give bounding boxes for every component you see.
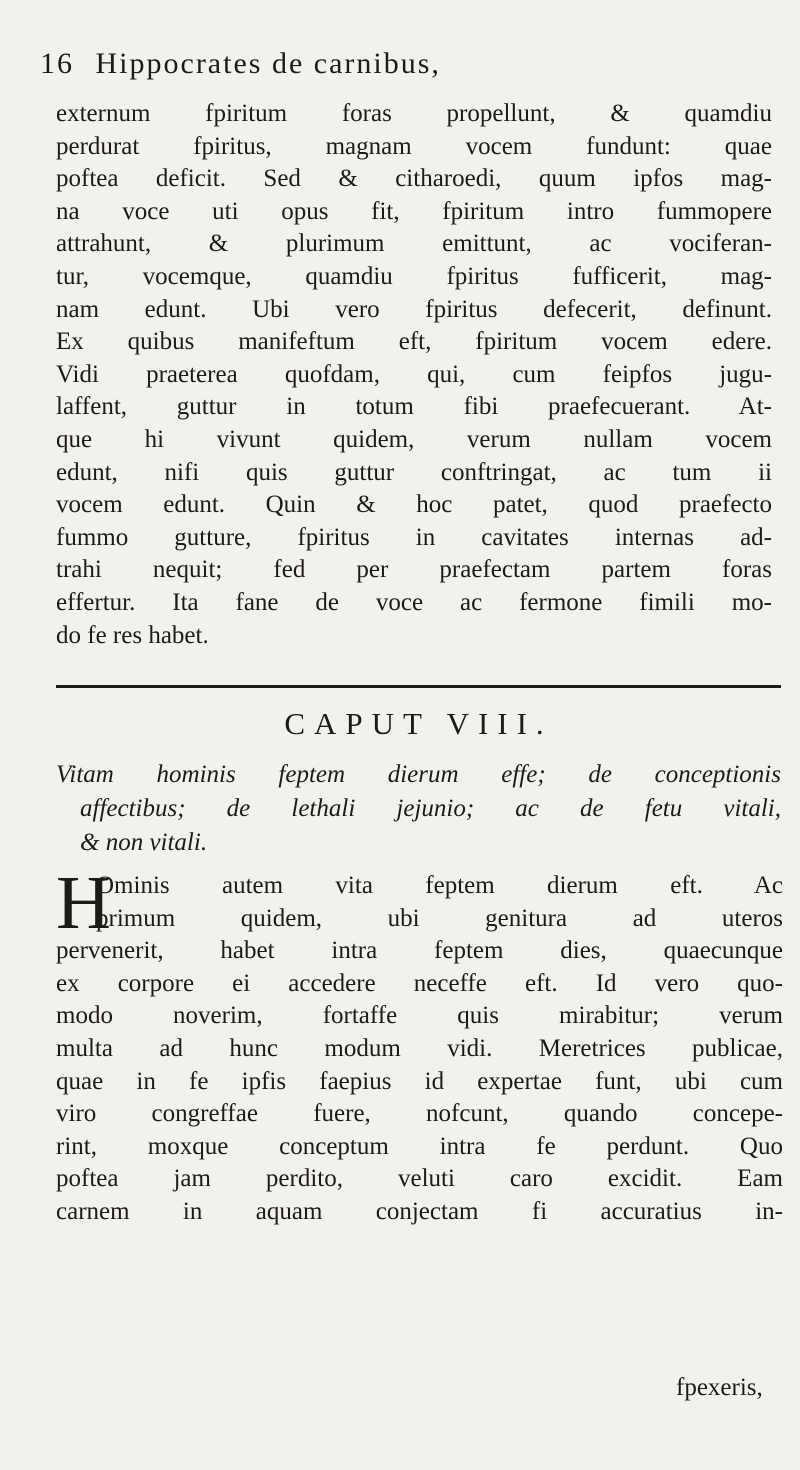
text-line: viro congreffae fuere, nofcunt, quando concepe- — [56, 1100, 783, 1128]
text-line: attrahunt, & plurimum emittunt, ac vociferan- — [56, 230, 772, 258]
chapter-summary — [56, 758, 781, 860]
text-line: na voce uti opus fit, fpiritum intro fummopere — [56, 197, 772, 225]
page-number: 16 — [40, 47, 74, 80]
summary-line: & non vitali. — [80, 829, 208, 856]
text-line: poftea deficit. Sed & citharoedi, quum ipfos mag- — [56, 165, 772, 193]
text-line: Ominis autem vita feptem dierum eft. Ac — [96, 872, 783, 899]
text-line: pervenerit, habet intra feptem dies, quaecunque — [56, 937, 783, 965]
catchword: fpexeris, — [676, 1374, 763, 1401]
chapter-heading: CAPUT VIII. — [284, 706, 553, 741]
text-line: que hi vivunt quidem, verum nullam vocem — [56, 425, 772, 453]
text-line: trahi nequit; fed per praefectam partem foras — [56, 556, 772, 584]
text-line: Vidi praeterea quofdam, qui, cum feipfos jugu- — [56, 360, 772, 388]
text-line: rint, moxque conceptum intra fe perdunt. Quo — [56, 1132, 783, 1160]
text-line: Ex quibus manifeftum eft, fpiritum vocem edere. — [56, 328, 772, 356]
text-line: perdurat fpiritus, magnam vocem fundunt: quae — [56, 132, 772, 160]
text-line: carnem in aquam conjectam fi accuratius in- — [56, 1197, 783, 1225]
text-line: fummo gutture, fpiritus in cavitates internas ad- — [56, 523, 772, 551]
text-line: tur, vocemque, quamdiu fpiritus fufficerit, mag- — [56, 262, 772, 290]
chapter-text — [56, 861, 783, 1229]
text-line: vocem edunt. Quin & hoc patet, quod praefecto — [56, 491, 772, 519]
body-text — [56, 98, 772, 652]
text-line: laffent, guttur in totum fibi praefecuerant. At- — [56, 393, 772, 421]
text-line: effertur. Ita fane de voce ac fermone fimili mo- — [56, 588, 772, 616]
text-line: ex corpore ei accedere neceffe eft. Id vero quo- — [56, 969, 783, 997]
running-title: Hippocrates de carnibus, — [95, 47, 441, 80]
text-line: nam edunt. Ubi vero fpiritus defecerit, definunt. — [56, 295, 772, 323]
summary-line: Vitam hominis feptem dierum effe; de conceptionis — [56, 761, 781, 788]
text-line: edunt, nifi quis guttur conftringat, ac tum ii — [56, 458, 772, 486]
text-line: multa ad hunc modum vidi. Meretrices publicae, — [56, 1034, 783, 1062]
drop-initial: H — [56, 861, 111, 945]
text-line: primum quidem, ubi genitura ad uteros — [96, 904, 783, 932]
text-line: quae in fe ipfis faepius id expertae funt, ubi cum — [56, 1067, 783, 1095]
text-line: do fe res habet. — [56, 621, 209, 649]
summary-line: affectibus; de lethali jejunio; ac de fetu vitali, — [80, 795, 781, 822]
section-rule — [56, 685, 781, 688]
running-head — [40, 44, 770, 84]
text-line: poftea jam perdito, veluti caro excidit. Eam — [56, 1165, 783, 1193]
text-line: externum fpiritum foras propellunt, & quamdiu — [56, 100, 772, 127]
text-line: modo noverim, fortaffe quis mirabitur; verum — [56, 1002, 783, 1030]
